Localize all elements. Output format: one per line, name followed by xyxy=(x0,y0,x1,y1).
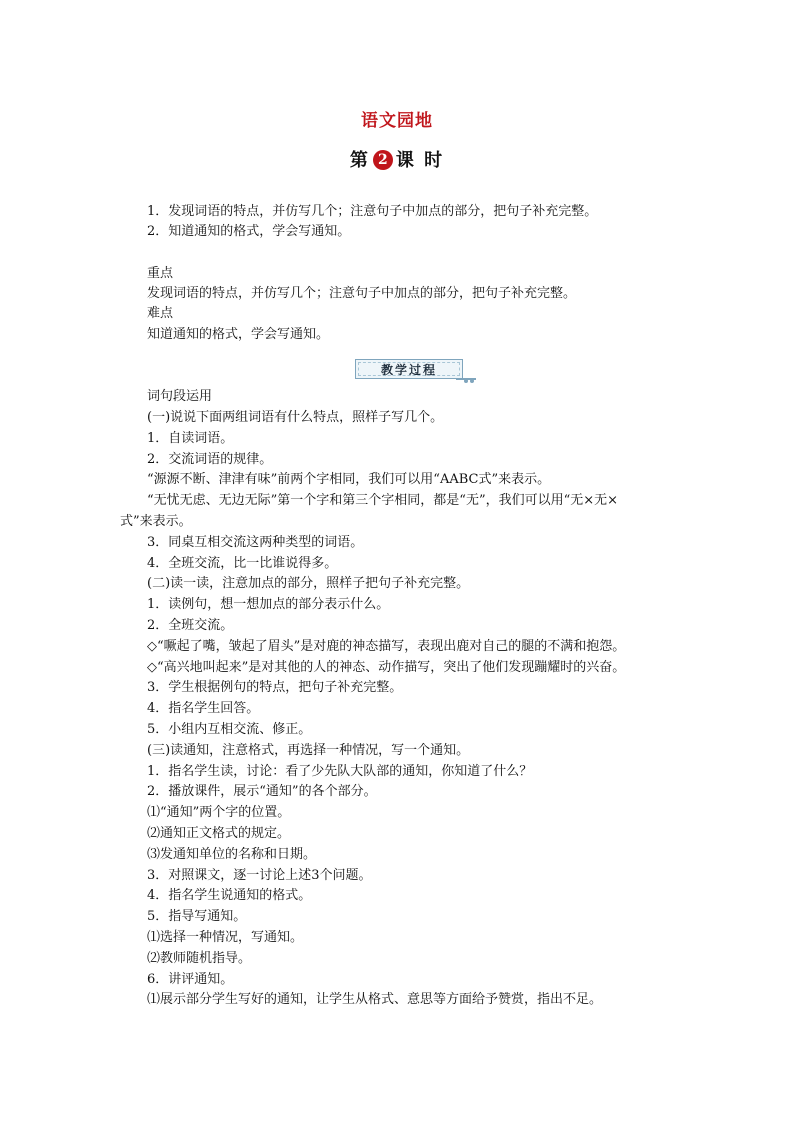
difficulty-text: 知道通知的格式，学会写通知。 xyxy=(147,327,330,342)
section-heading: 词句段运用 xyxy=(147,389,213,404)
explanation-text-continued: 式”来表示。 xyxy=(120,514,192,529)
step-text: 1．指名学生读，讨论：看了少先队大队部的通知，你知道了什么？ xyxy=(147,764,533,779)
difficulty-heading: 难点 xyxy=(147,306,174,321)
objective-2: 2．知道通知的格式，学会写通知。 xyxy=(147,224,351,239)
step-text: 2．全班交流。 xyxy=(147,618,234,633)
sub-item-text: ⑶发通知单位的名称和日期。 xyxy=(147,847,317,862)
step-text: 2．交流词语的规律。 xyxy=(147,452,273,467)
step-text: 4．全班交流，比一比谁说得多。 xyxy=(147,556,338,571)
step-text: 1．自读词语。 xyxy=(147,431,234,446)
bullet-text: ◇“高兴地叫起来”是对其他的人的神态、动作描写，突出了他们发现蹦耀时的兴奋。 xyxy=(147,660,626,675)
step-text: 3．对照课文，逐一讨论上述3个问题。 xyxy=(147,868,372,883)
sub-item-text: ⑴选择一种情况，写通知。 xyxy=(147,930,304,945)
step-text: 4．指名学生说通知的格式。 xyxy=(147,888,312,903)
step-text: 3．学生根据例句的特点，把句子补充完整。 xyxy=(147,680,403,695)
step-text: 6．讲评通知。 xyxy=(147,972,234,987)
step-text: 5．指导写通知。 xyxy=(147,909,247,924)
lesson-prefix: 第 xyxy=(349,150,370,171)
banner-decoration-dot xyxy=(464,379,468,383)
explanation-text: “源源不断、津津有味”前两个字相同，我们可以用“AABC式”来表示。 xyxy=(147,472,551,487)
key-point-text: 发现词语的特点，并仿写几个；注意句子中加点的部分，把句子补充完整。 xyxy=(147,286,577,301)
explanation-text: “无忧无虑、无边无际”第一个字和第三个字相同，都是“无”，我们可以用“无×无× xyxy=(147,493,619,508)
sub-item-text: ⑵通知正文格式的规定。 xyxy=(147,826,291,841)
subsection-1-heading: (一)说说下面两组词语有什么特点，照样子写几个。 xyxy=(147,410,444,425)
key-point-heading: 重点 xyxy=(147,266,174,281)
step-text: 5．小组内互相交流、修正。 xyxy=(147,722,312,737)
step-text: 2．播放课件，展示“通知”的各个部分。 xyxy=(147,784,377,799)
step-text: 3．同桌互相交流这两种类型的词语。 xyxy=(147,535,364,550)
lesson-number-badge: 2 xyxy=(373,150,393,170)
subsection-3-heading: (三)读通知，注意格式，再选择一种情况，写一个通知。 xyxy=(147,743,470,758)
banner-decoration-dot xyxy=(470,379,474,383)
step-text: 1．读例句，想一想加点的部分表示什么。 xyxy=(147,597,390,612)
bullet-text: ◇“噘起了嘴，皱起了眉头”是对鹿的神态描写，表现出鹿对自己的腿的不满和抱怨。 xyxy=(147,639,626,654)
page-title: 语文园地 xyxy=(361,111,433,131)
banner-label: 教学过程 xyxy=(358,362,460,376)
sub-item-text: ⑴“通知”两个字的位置。 xyxy=(147,805,291,820)
lesson-suffix: 课 时 xyxy=(395,150,445,171)
step-text: 4．指名学生回答。 xyxy=(147,701,260,716)
subsection-2-heading: (二)读一读，注意加点的部分，照样子把句子补充完整。 xyxy=(147,576,470,591)
teaching-process-banner xyxy=(355,359,463,379)
objective-1: 1．发现词语的特点，并仿写几个；注意句子中加点的部分，把句子补充完整。 xyxy=(147,204,598,219)
sub-item-text: ⑴展示部分学生写好的通知，让学生从格式、意思等方面给予赞赏，指出不足。 xyxy=(147,992,603,1007)
sub-item-text: ⑵教师随机指导。 xyxy=(147,951,252,966)
lesson-heading xyxy=(0,146,794,172)
